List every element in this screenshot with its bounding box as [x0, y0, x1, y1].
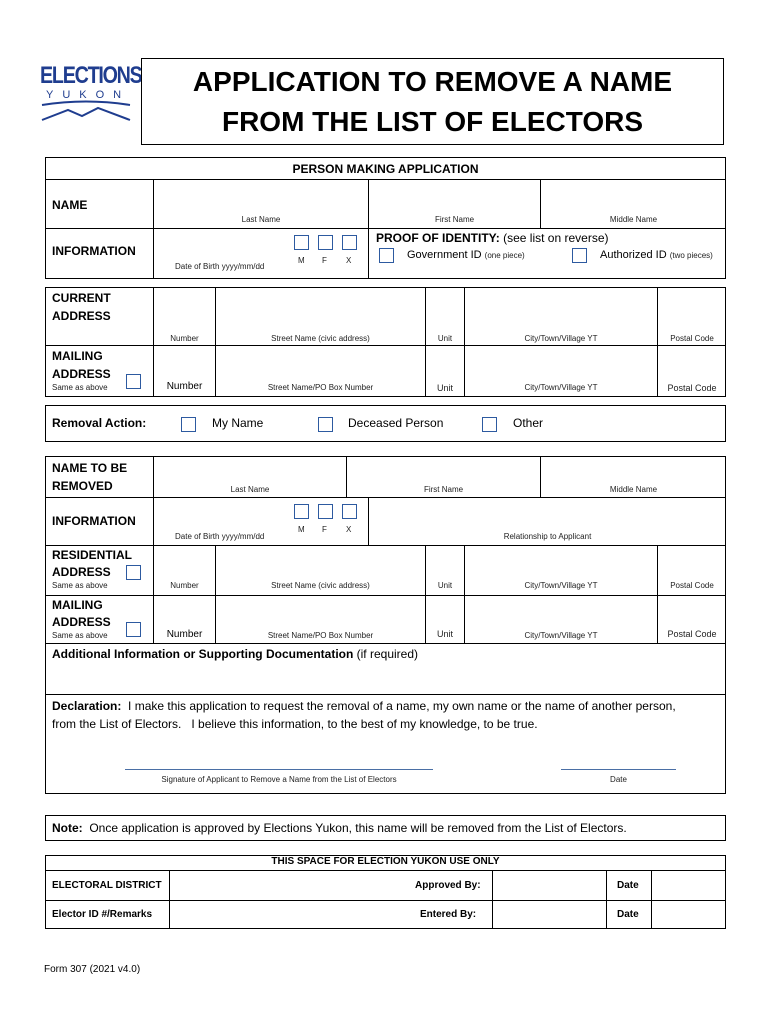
declaration-line-1 [52, 700, 676, 712]
approved-by-field[interactable] [493, 871, 606, 900]
applicant-last-name-caption: Last Name [241, 215, 281, 224]
removed-sex-f-checkbox[interactable] [318, 504, 333, 519]
removed-mailing-street-caption: Street Name/PO Box Number [267, 631, 374, 640]
mailing-number-caption: Number [166, 381, 203, 392]
applicant-sex-f-checkbox[interactable] [318, 235, 333, 250]
mailing-street-caption: Street Name/PO Box Number [267, 383, 374, 392]
declaration-line-2: from the List of Electors. I believe this information, to the best of my knowledge, to be true. [52, 717, 538, 731]
additional-info-label [52, 648, 418, 660]
current-city-caption: City/Town/Village YT [524, 334, 598, 343]
other-checkbox[interactable] [482, 417, 497, 432]
removal-action-label: Removal Action: [52, 416, 147, 430]
information-label: INFORMATION [52, 244, 136, 258]
my-name-label: My Name [212, 416, 264, 430]
current-postal-caption: Postal Code [670, 334, 714, 343]
removed-m-caption: M [298, 525, 305, 534]
mailing-same-as-above-checkbox[interactable] [126, 374, 141, 389]
current-unit-caption: Unit [437, 334, 453, 343]
current-number-caption: Number [170, 334, 199, 343]
applicant-dob-caption: Date of Birth yyyy/mm/dd [175, 262, 265, 271]
note-text [52, 822, 627, 834]
mailing-same-as-above-label: Same as above [52, 383, 108, 392]
electoral-district-label: ELECTORAL DISTRICT [52, 880, 162, 891]
mailing-unit-caption: Unit [436, 383, 453, 393]
residential-number-caption: Number [170, 581, 199, 590]
applicant-x-caption: X [346, 256, 352, 265]
entered-by-field[interactable] [493, 901, 606, 929]
authorized-id-note: (two pieces) [669, 251, 713, 260]
removed-mailing-label-2: ADDRESS [52, 615, 111, 629]
removed-last-name-caption: Last Name [230, 485, 270, 494]
logo-elections: ELECTIONS [40, 62, 142, 89]
additional-info-bold: Additional Information or Supporting Documentation [52, 647, 354, 661]
additional-info-field[interactable] [46, 664, 725, 694]
removed-f-caption: F [322, 525, 327, 534]
removed-x-caption: X [346, 525, 352, 534]
residential-address-label-1: RESIDENTIAL [52, 548, 133, 562]
removed-sex-m-checkbox[interactable] [294, 504, 309, 519]
removed-mailing-number-caption: Number [166, 629, 203, 640]
additional-info-rest: (if required) [353, 647, 418, 661]
note-body: Once application is approved by Elections Yukon, this name will be removed from the List of Electors. [82, 821, 627, 835]
title-line-1: APPLICATION TO REMOVE A NAME [192, 66, 673, 97]
mailing-city-caption: City/Town/Village YT [524, 383, 598, 392]
mailing-postal-caption: Postal Code [667, 383, 717, 393]
name-to-remove-label-2: REMOVED [52, 479, 113, 493]
mailing-address-label-1: MAILING [52, 349, 103, 363]
title-line-2: FROM THE LIST OF ELECTORS [221, 106, 644, 137]
elector-id-field[interactable] [170, 901, 410, 929]
name-label: NAME [52, 198, 88, 212]
removed-mailing-same-as-above-label: Same as above [52, 631, 108, 640]
removed-mailing-label-1: MAILING [52, 598, 103, 612]
name-to-remove-label-1: NAME TO BE [52, 461, 128, 475]
applicant-dob-field[interactable] [154, 229, 284, 279]
form-number: Form 307 (2021 v4.0) [44, 964, 141, 975]
removed-information-label: INFORMATION [52, 514, 136, 528]
office-use-header: THIS SPACE FOR ELECTION YUKON USE ONLY [271, 856, 500, 867]
applicant-middle-name-caption: Middle Name [609, 215, 658, 224]
authorized-id-checkbox[interactable] [572, 248, 587, 263]
government-id-label [407, 250, 525, 261]
electoral-district-field[interactable] [170, 871, 410, 900]
residential-unit-caption: Unit [437, 581, 453, 590]
approved-by-label: Approved By: [415, 880, 481, 891]
removed-mailing-city-caption: City/Town/Village YT [524, 631, 598, 640]
proof-rest: (see list on reverse) [499, 231, 609, 245]
deceased-person-label: Deceased Person [348, 416, 444, 430]
applicant-f-caption: F [322, 256, 327, 265]
current-address-label-2: ADDRESS [52, 309, 111, 323]
removed-mailing-same-as-above-checkbox[interactable] [126, 622, 141, 637]
authorized-id-label [600, 250, 713, 261]
government-id-text: Government ID [407, 249, 482, 261]
logo-yukon: YUKON [46, 89, 131, 101]
office-date-label-2: Date [617, 909, 639, 920]
applicant-first-name-caption: First Name [434, 215, 475, 224]
applicant-sex-x-checkbox[interactable] [342, 235, 357, 250]
proof-of-identity-label [376, 232, 608, 244]
applicant-sex-m-checkbox[interactable] [294, 235, 309, 250]
residential-address-label-2: ADDRESS [52, 565, 111, 579]
applicant-header: PERSON MAKING APPLICATION [292, 162, 479, 176]
office-date-field-1[interactable] [652, 871, 726, 900]
removed-mailing-postal-caption: Postal Code [667, 629, 717, 639]
office-date-label-1: Date [617, 880, 639, 891]
declaration-date-field[interactable] [561, 745, 676, 769]
residential-same-as-above-checkbox[interactable] [126, 565, 141, 580]
removed-sex-x-checkbox[interactable] [342, 504, 357, 519]
proof-bold: PROOF OF IDENTITY: [376, 231, 500, 245]
government-id-note: (one piece) [484, 251, 525, 260]
residential-city-caption: City/Town/Village YT [524, 581, 598, 590]
current-address-label-1: CURRENT [52, 291, 111, 305]
residential-same-as-above-label: Same as above [52, 581, 108, 590]
residential-street-caption: Street Name (civic address) [271, 581, 370, 590]
my-name-checkbox[interactable] [181, 417, 196, 432]
mailing-address-label-2: ADDRESS [52, 367, 111, 381]
removed-first-name-caption: First Name [423, 485, 464, 494]
signature-field[interactable] [125, 745, 433, 769]
office-date-field-2[interactable] [652, 901, 726, 929]
residential-postal-caption: Postal Code [670, 581, 714, 590]
removed-mailing-unit-caption: Unit [436, 629, 453, 639]
current-street-caption: Street Name (civic address) [271, 334, 370, 343]
entered-by-label: Entered By: [420, 909, 477, 920]
applicant-m-caption: M [298, 256, 305, 265]
removed-middle-name-caption: Middle Name [609, 485, 658, 494]
other-label: Other [513, 416, 544, 430]
elections-yukon-logo [38, 62, 142, 126]
government-id-checkbox[interactable] [379, 248, 394, 263]
deceased-person-checkbox[interactable] [318, 417, 333, 432]
elector-id-label: Elector ID #/Remarks [52, 909, 153, 920]
declaration-date-caption: Date [610, 775, 627, 784]
authorized-id-text: Authorized ID [600, 249, 667, 261]
relationship-caption: Relationship to Applicant [503, 532, 592, 541]
removed-dob-caption: Date of Birth yyyy/mm/dd [175, 532, 265, 541]
declaration-bold: Declaration: [52, 699, 122, 713]
signature-caption: Signature of Applicant to Remove a Name from the List of Electors [161, 775, 397, 784]
note-bold: Note: [52, 821, 83, 835]
declaration-text-1: I make this application to request the removal of a name, my own name or the name of another person, [121, 699, 676, 713]
